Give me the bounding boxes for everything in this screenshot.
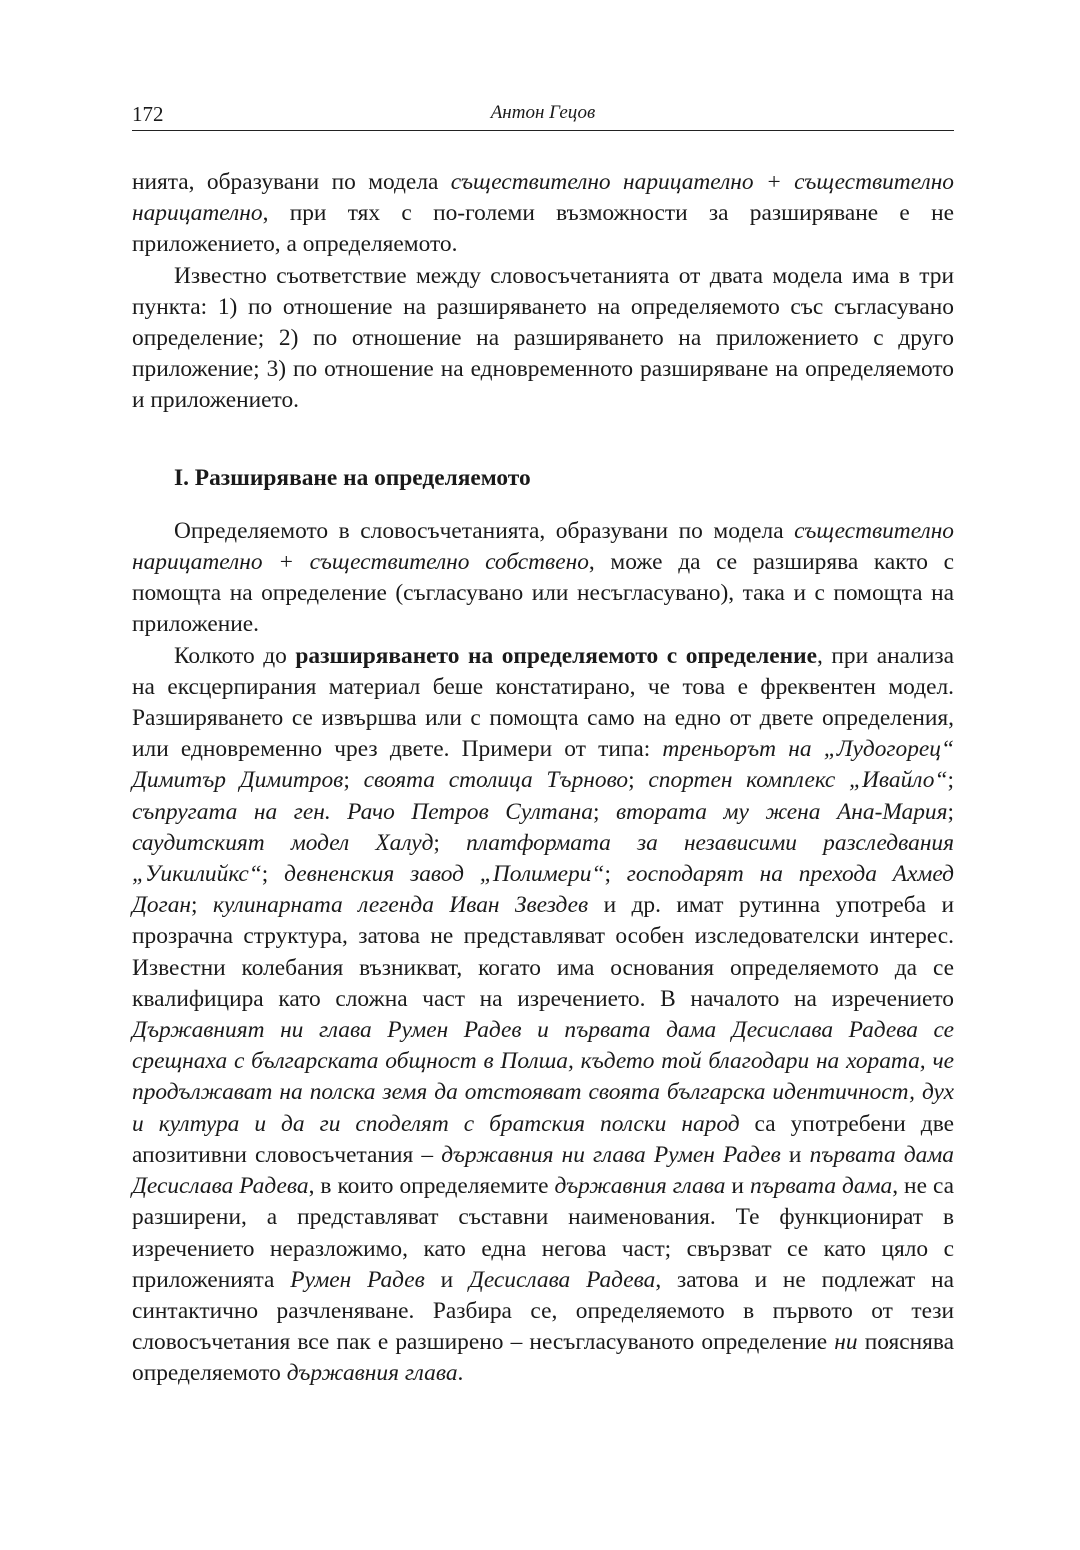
example-phrase: платформата за независими разследвания „Уикилийкс“ xyxy=(132,829,954,888)
text-run: Колкото до xyxy=(174,642,296,669)
example-phrase: своята столица Търново xyxy=(363,767,629,794)
text-run: . xyxy=(457,1360,464,1387)
text-run: пояснява определяемото xyxy=(132,1329,954,1387)
text-run: и др. имат рутинна употреба и прозрачна структура, затова не представляват особен изследователски интерес. Известни колебания възникват, когато има основания определяемото да се квалифицира като сложна част на изречението. В началото на изречението xyxy=(132,892,954,1012)
text-run: , при тях с по-големи възможности за разширяване е не приложението, а определяемото. xyxy=(132,200,954,258)
example-phrase: саудитският модел Халуд xyxy=(132,829,434,856)
example-phrase: първата дама Десислава Радева xyxy=(132,1141,954,1200)
text-run: Известно съответствие между словосъчетанията от двата модела има в три пункта: 1) по отношение на разширяването на определяемото със съгласувано определение; 2) по отношение на разширяването на приложението с друго приложение; 3) по отношение на едновременното разширяване на определяемото и приложението. xyxy=(132,262,954,414)
paragraph-continued xyxy=(132,167,954,261)
italic-term: ни xyxy=(834,1329,858,1356)
text-run: , в които определяемите xyxy=(308,1173,555,1200)
text-run: и xyxy=(780,1141,810,1168)
separator: ; xyxy=(261,861,285,888)
example-phrase: държавния ни глава Румен Радев xyxy=(441,1141,781,1168)
text-run: , затова и не подлежат на синтактично разчленяване. Разбира се, определяемото в първото от тези словосъчетания все пак е разширено – несъгласуваното определение xyxy=(132,1266,954,1356)
running-head xyxy=(132,100,954,131)
italic-term: съществително нарицателно + съществително собствено xyxy=(132,517,954,576)
paragraph xyxy=(132,516,954,641)
paragraph xyxy=(132,641,954,1390)
separator: ; xyxy=(343,767,364,794)
italic-term: държавния глава xyxy=(554,1173,726,1200)
page-number: 172 xyxy=(132,102,164,126)
separator: ; xyxy=(433,829,467,856)
separator: ; xyxy=(628,767,649,794)
example-phrase: втората му жена Ана-Мария xyxy=(616,798,948,825)
body-text xyxy=(132,167,954,1390)
italic-term: съществително нарицателно + съществително нарицателно xyxy=(132,169,954,227)
example-phrase: кулинарната легенда Иван Звездев xyxy=(212,892,589,919)
bold-term: разширяването на определяемото с определение xyxy=(295,642,818,669)
separator: ; xyxy=(604,861,627,888)
example-phrase: съпругата на ген. Рачо Петров Султана xyxy=(132,798,593,825)
paragraph xyxy=(132,261,954,417)
text-run: , не са разширени, а представляват съставни наименования. Те функционират в изречението неразложимо, като една негова част; свързват се като цяло с приложенията xyxy=(132,1173,955,1293)
example-phrase: треньорът на „Лудогорец“ Димитър Димитров xyxy=(132,736,954,794)
text-run: и xyxy=(725,1173,750,1200)
text-run: , може да се разширява както с помощта на определение (съгласувано или несъгласувано), така и с помощта на приложение. xyxy=(132,549,954,638)
running-title: Антон Гецов xyxy=(490,102,596,123)
italic-term: държавния глава xyxy=(286,1360,458,1387)
example-phrase: спортен комплекс „Ивайло“ xyxy=(648,767,948,794)
text-run: нията, образувани по модела xyxy=(132,169,451,195)
separator: ; xyxy=(191,892,213,919)
separator: ; xyxy=(947,767,954,794)
italic-term: Румен Радев xyxy=(290,1266,425,1293)
example-phrase: господарят на прехода Ахмед Доган xyxy=(132,861,954,919)
example-sentence: Държавният ни глава Румен Радев и първата дама Десислава Радева се срещнаха с българската общност в Полша, където той благодари на хората, че продължават на полска земя да отстояват своята българска идентичност, дух и култура и да ги споделят с братския полски народ xyxy=(132,1017,954,1137)
section-heading: I. Разширяване на определяемото xyxy=(174,464,531,491)
italic-term: първата дама xyxy=(749,1173,893,1200)
text-run: са употребени две апозитивни словосъчетания – xyxy=(132,1110,954,1168)
example-phrase: девненския завод „Полимери“ xyxy=(284,861,605,888)
separator: ; xyxy=(592,798,616,825)
italic-term: Десислава Радева xyxy=(468,1266,656,1293)
book-page xyxy=(132,100,954,1390)
text-run: и xyxy=(424,1266,469,1293)
separator: ; xyxy=(947,798,954,825)
text-run: Определяемото в словосъчетанията, образувани по модела xyxy=(174,517,795,544)
text-run: , при анализа на ексцерпирания материал беше констатирано, че това е фреквентен модел. Разширяването се извършва или с помощта само на едно от двете определения, или едновременно чрез двете. Примери от типа: xyxy=(132,642,954,763)
